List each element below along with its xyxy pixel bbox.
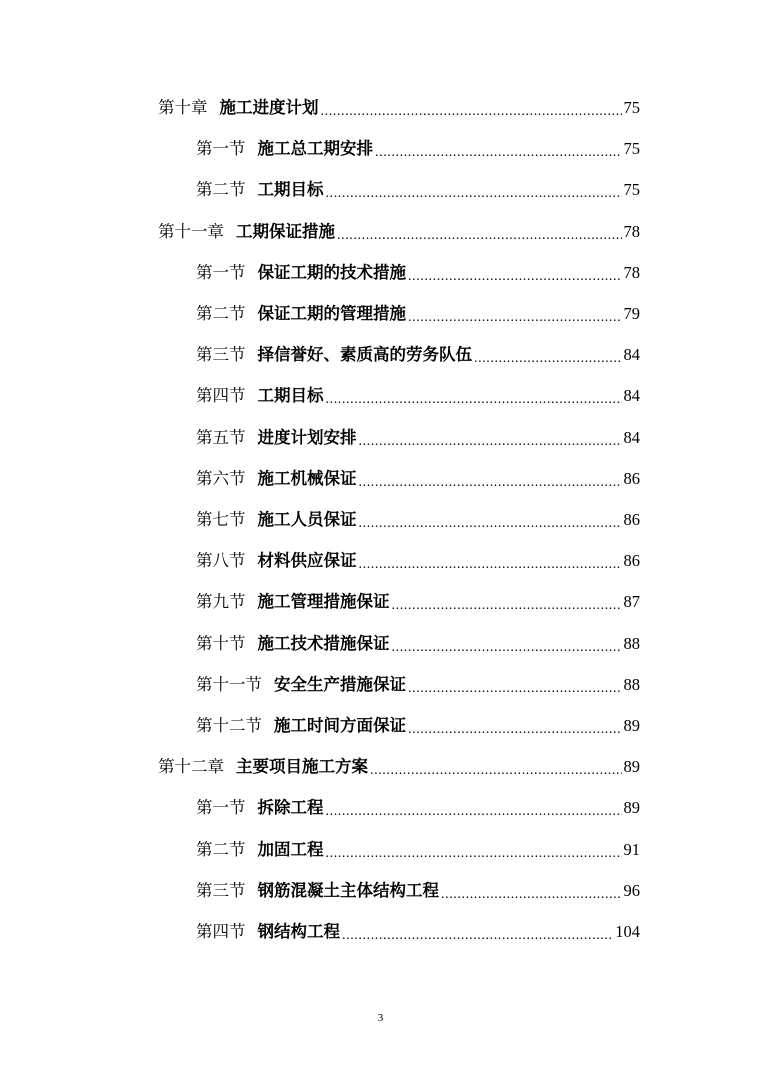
toc-section-entry[interactable] (196, 299, 640, 329)
toc-entry-title: 施工人员保证 (257, 510, 357, 529)
toc-entry-number: 第十二节 (196, 716, 262, 735)
toc-dot-leader (408, 307, 622, 329)
toc-entry-title: 主要项目施工方案 (236, 757, 368, 777)
toc-entry-number: 第一节 (196, 139, 246, 159)
toc-entry-page: 88 (623, 674, 640, 694)
toc-entry-page: 86 (623, 510, 640, 529)
toc-dot-leader (441, 884, 622, 906)
toc-chapter-entry[interactable] (158, 93, 640, 123)
toc-dot-leader (326, 843, 622, 865)
toc-chapter-entry[interactable] (158, 217, 640, 247)
toc-entry-number: 第四节 (196, 922, 246, 941)
toc-dot-leader (359, 472, 622, 494)
toc-entry-number: 第八节 (196, 551, 246, 571)
toc-entry-page: 86 (623, 468, 640, 488)
toc-dot-leader (392, 637, 622, 659)
toc-entry-title: 钢筋混凝土主体结构工程 (257, 880, 439, 900)
toc-dot-leader (337, 225, 622, 247)
toc-entry-title: 施工管理措施保证 (257, 592, 390, 612)
toc-entry-number: 第十一章 (158, 221, 224, 241)
toc-section-entry[interactable] (196, 587, 640, 617)
toc-chapter-entry[interactable] (158, 752, 640, 782)
toc-entry-page: 84 (623, 345, 640, 365)
toc-dot-leader (474, 348, 622, 370)
toc-entry-number: 第一节 (196, 798, 246, 818)
toc-entry-page: 89 (623, 716, 640, 735)
toc-entry-title: 保证工期的技术措施 (257, 262, 406, 282)
toc-section-entry[interactable] (196, 423, 640, 453)
toc-entry-number: 第七节 (196, 510, 246, 529)
toc-dot-leader (359, 431, 622, 453)
toc-entry-title: 施工进度计划 (219, 98, 319, 117)
toc-entry-title: 施工技术措施保证 (257, 633, 390, 653)
toc-entry-number: 第十一节 (196, 674, 262, 694)
toc-entry-number: 第五节 (196, 427, 246, 447)
toc-entry-title: 工期目标 (257, 180, 324, 200)
toc-entry-page: 78 (623, 221, 640, 241)
toc-entry-page: 87 (623, 592, 640, 612)
toc-entry-page: 91 (623, 839, 640, 859)
toc-dot-leader (342, 925, 613, 947)
toc-entry-number: 第六节 (196, 468, 246, 488)
toc-section-entry[interactable] (196, 175, 640, 205)
toc-section-entry[interactable] (196, 629, 640, 659)
toc-dot-leader (408, 719, 622, 741)
toc-section-entry[interactable] (196, 464, 640, 494)
toc-entry-number: 第二节 (196, 839, 246, 859)
toc-entry-title: 施工时间方面保证 (274, 716, 406, 735)
toc-entry-title: 加固工程 (257, 839, 324, 859)
toc-entry-page: 75 (623, 180, 640, 200)
page-number: 3 (377, 1012, 384, 1024)
toc-entry-page: 75 (623, 139, 640, 159)
toc-entry-title: 拆除工程 (257, 798, 324, 818)
toc-entry-page: 96 (623, 880, 640, 900)
toc-entry-number: 第一节 (196, 262, 246, 282)
toc-dot-leader (408, 678, 622, 700)
toc-entry-number: 第三节 (196, 345, 246, 365)
toc-entry-page: 86 (623, 551, 640, 571)
toc-entry-number: 第二节 (196, 304, 246, 323)
toc-dot-leader (408, 266, 622, 288)
toc-entry-title: 材料供应保证 (257, 551, 357, 571)
toc-entry-title: 安全生产措施保证 (274, 674, 406, 694)
toc-section-entry[interactable] (196, 670, 640, 700)
toc-entry-title: 工期保证措施 (236, 221, 335, 241)
toc-dot-leader (326, 801, 622, 823)
toc-section-entry[interactable] (196, 835, 640, 865)
toc-entry-title: 工期目标 (257, 386, 324, 406)
toc-section-entry[interactable] (196, 793, 640, 823)
toc-entry-title: 进度计划安排 (257, 427, 357, 447)
toc-entry-number: 第二节 (196, 180, 246, 200)
toc-entry-page: 79 (623, 304, 640, 323)
toc-dot-leader (359, 554, 622, 576)
toc-section-entry[interactable] (196, 711, 640, 741)
toc-section-entry[interactable] (196, 917, 640, 947)
toc-entry-number: 第十节 (196, 633, 246, 653)
toc-dot-leader (392, 595, 622, 617)
toc-section-entry[interactable] (196, 381, 640, 411)
toc-entry-page: 88 (623, 633, 640, 653)
toc-entry-page: 89 (623, 798, 640, 818)
toc-entry-page: 84 (623, 427, 640, 447)
toc-entry-number: 第四节 (196, 386, 246, 406)
toc-section-entry[interactable] (196, 258, 640, 288)
toc-dot-leader (326, 183, 622, 205)
toc-section-entry[interactable] (196, 134, 640, 164)
toc-dot-leader (326, 389, 622, 411)
toc-entry-title: 施工机械保证 (257, 468, 357, 488)
toc-section-entry[interactable] (196, 546, 640, 576)
toc-section-entry[interactable] (196, 505, 640, 535)
toc-entry-number: 第三节 (196, 880, 246, 900)
toc-dot-leader (359, 513, 622, 535)
toc-dot-leader (321, 101, 622, 123)
toc-section-entry[interactable] (196, 340, 640, 370)
toc-section-entry[interactable] (196, 876, 640, 906)
toc-entry-number: 第十二章 (158, 757, 224, 777)
toc-entry-page: 78 (623, 262, 640, 282)
toc-entry-number: 第九节 (196, 592, 246, 612)
toc-entry-page: 89 (623, 757, 640, 777)
toc-entry-number: 第十章 (158, 98, 208, 117)
toc-dot-leader (370, 760, 622, 782)
toc-entry-page: 75 (623, 98, 640, 117)
toc-entry-title: 保证工期的管理措施 (257, 304, 406, 323)
toc-entry-title: 钢结构工程 (257, 922, 340, 941)
toc-dot-leader (375, 142, 622, 164)
toc-entry-page: 104 (615, 922, 640, 941)
toc-entry-title: 施工总工期安排 (257, 139, 373, 159)
toc-entry-title: 择信誉好、素质高的劳务队伍 (257, 345, 472, 365)
toc-entry-page: 84 (623, 386, 640, 406)
